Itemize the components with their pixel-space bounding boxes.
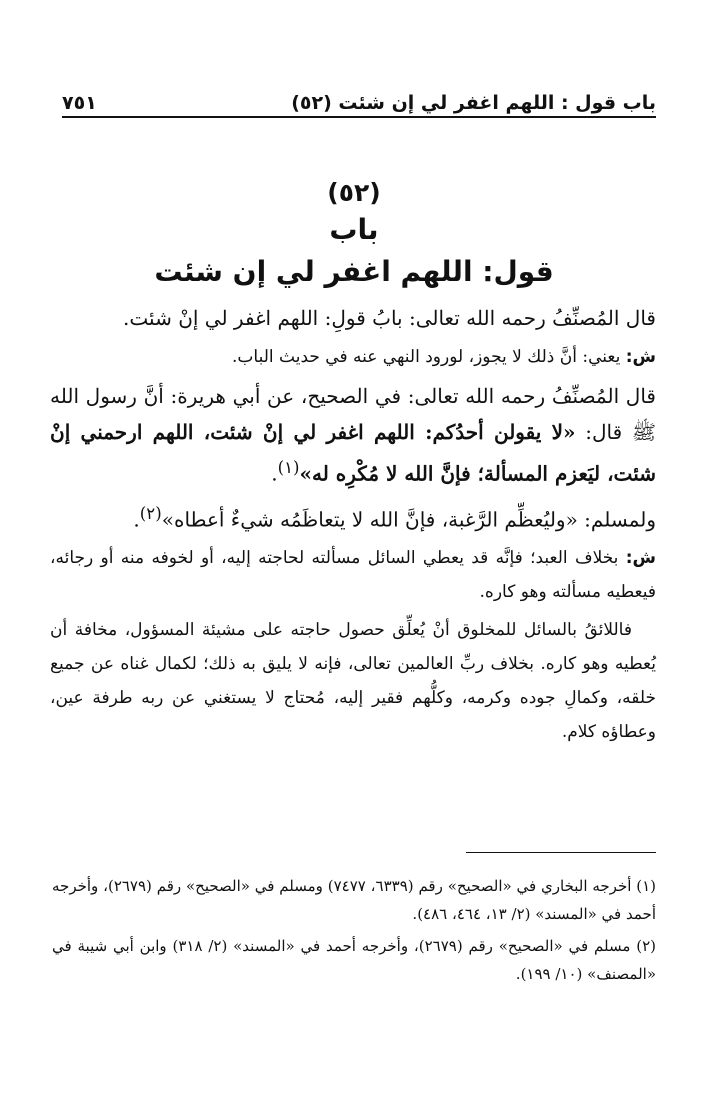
paragraph-1: قال المُصنِّفُ رحمه الله تعالى: بابُ قولِ: اللهم اغفر لي إنْ شئت. bbox=[123, 306, 656, 330]
footnotes bbox=[52, 872, 656, 992]
commentary-label-2: ش: bbox=[625, 548, 656, 569]
chapter-bab: باب bbox=[329, 213, 379, 246]
footnote-ref-2: (٢) bbox=[139, 503, 162, 523]
page-number: ٧٥١ bbox=[62, 92, 97, 114]
footnote-2: (٢) مسلم في «الصحيح» رقم (٢٦٧٩)، وأخرجه أحمد في «المسند» (٢/ ٣١٨) وابن أبي شيبة في «المصنف» (١٠/ ١٩٩). bbox=[52, 937, 656, 983]
running-head-title: باب قول : اللهم اغفر لي إن شئت (٥٢) bbox=[291, 92, 656, 114]
paragraph-2-text: يعني: أنَّ ذلك لا يجوز، لورود النهي عنه في حديث الباب. bbox=[232, 347, 626, 367]
chapter-title: قول: اللهم اغفر لي إن شئت bbox=[154, 255, 554, 288]
paragraph-2 bbox=[50, 340, 656, 374]
paragraph-4-text: ولمسلم: «وليُعظِّم الرَّغبة، فإنَّ الله لا يتعاظَمُه شيءٌ أعطاه» bbox=[161, 507, 656, 532]
paragraph-5-text: بخلاف العبد؛ فإنَّه قد يعطي السائل مسألته لحاجته إليه، أو لخوفه منه أو رجائه، فيعطيه مسألته وهو كاره. bbox=[50, 548, 656, 603]
paragraph-6: فاللائقُ بالسائل للمخلوق أنْ يُعلِّق حصول حاجته على مشيئة المسؤول، مخافة أن يُعطيه وهو كاره. بخلاف ربِّ العالمين تعالى، فإنه لا يليق به ذلك؛ لكمال غناه عن جميع خلقه، وكمالِ جوده وكرمه، وكلُّهم فقير إليه، مُحتاج لا يستغني عن ربه طرفة عين، وعطاؤه كلام. bbox=[50, 620, 656, 743]
paragraph-4: ولمسلم: «وليُعظِّم الرَّغبة، فإنَّ الله لا يتعاظَمُه شيءٌ أعطاه»$^{(٢)}$. bbox=[133, 503, 656, 532]
footnote-1: (١) أخرجه البخاري في «الصحيح» رقم (٦٣٣٩، ٧٤٧٧) ومسلم في «الصحيح» رقم (٢٦٧٩)، وأخرجه أحمد في «المسند» (٢/ ١٣، ٤٦٤، ٤٨٦). bbox=[52, 877, 657, 923]
body-text bbox=[50, 300, 656, 753]
paragraph-3-intro: قال المُصنِّفُ رحمه الله تعالى: في الصحيح، عن أبي هريرة: أنَّ رسول الله ﷺ قال: bbox=[50, 384, 656, 444]
hadith-text: «لا يقولن أحدُكم: اللهم اغفر لي إنْ شئت، اللهم ارحمني إنْ شئت، ليَعزم المسألة؛ فإنَّ الله لا مُكْرِه له» bbox=[50, 420, 656, 486]
chapter-number: (٥٢) bbox=[327, 178, 381, 207]
paragraph-3: قال المُصنِّفُ رحمه الله تعالى: في الصحيح، عن أبي هريرة: أنَّ رسول الله ﷺ قال: «لا يقولن أحدُكم: اللهم اغفر لي إنْ شئت، اللهم ارحمني إنْ شئت، ليَعزم المسألة؛ فإنَّ الله لا مُكْرِه له»$^{(١)}$. bbox=[50, 384, 656, 486]
commentary-label: ش: bbox=[625, 347, 656, 367]
running-head bbox=[62, 84, 656, 118]
chapter-heading bbox=[0, 176, 708, 294]
footnote-ref-1: (١) bbox=[277, 458, 300, 477]
footnote-divider bbox=[466, 852, 656, 853]
paragraph-5 bbox=[50, 541, 656, 609]
